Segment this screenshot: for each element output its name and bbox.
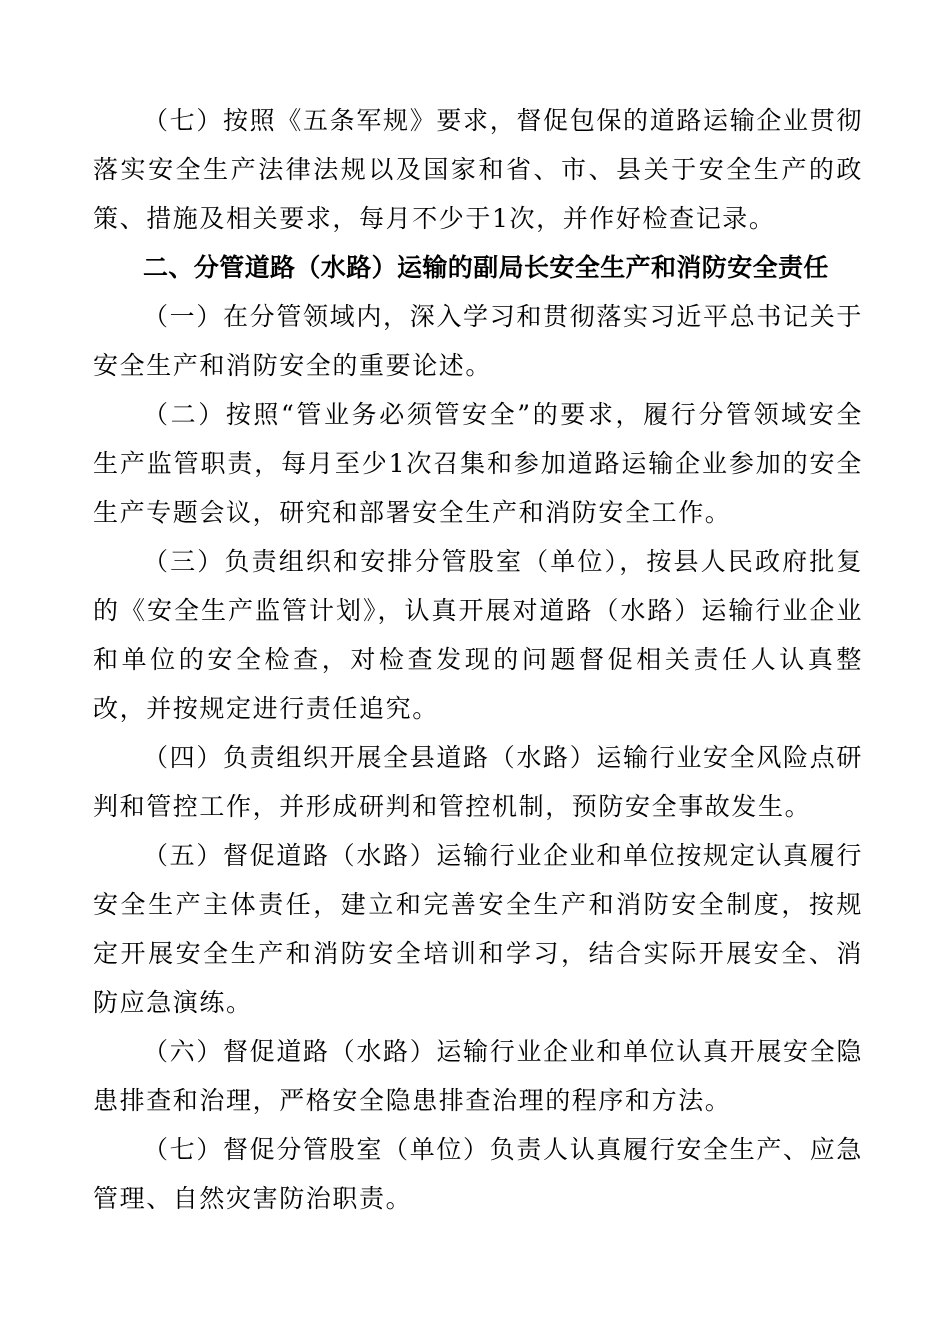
paragraph-item-5: （五）督促道路（水路）运输行业企业和单位按规定认真履行安全生产主体责任，建立和完善安全生产和消防安全制度，按规定开展安全生产和消防安全培训和学习，结合实际开展安全、消防应急演练。 <box>93 841 863 1017</box>
paragraph-item-7-inspection: （七）按照《五条军规》要求，督促包保的道路运输企业贯彻落实安全生产法律法规以及国家和省、市、县关于安全生产的政策、措施及相关要求，每月不少于1次，并作好检查记录。 <box>93 106 863 233</box>
paragraph-item-7: （七）督促分管股室（单位）负责人认真履行安全生产、应急管理、自然灾害防治职责。 <box>93 1135 863 1213</box>
paragraph-item-3: （三）负责组织和安排分管股室（单位），按县人民政府批复的《安全生产监管计划》，认真开展对道路（水路）运输行业企业和单位的安全检查，对检查发现的问题督促相关责任人认真整改，并按规定进行责任追究。 <box>93 547 863 723</box>
section-heading: 二、分管道路（水路）运输的副局长安全生产和消防安全责任 <box>143 253 829 282</box>
paragraph-item-4: （四）负责组织开展全县道路（水路）运输行业安全风险点研判和管控工作，并形成研判和管控机制，预防安全事故发生。 <box>93 743 863 821</box>
paragraph-item-1: （一）在分管领域内，深入学习和贯彻落实习近平总书记关于安全生产和消防安全的重要论述。 <box>93 302 863 380</box>
document-body <box>93 96 863 1223</box>
paragraph-item-6: （六）督促道路（水路）运输行业企业和单位认真开展安全隐患排查和治理，严格安全隐患排查治理的程序和方法。 <box>93 1037 863 1115</box>
paragraph-item-2: （二）按照“管业务必须管安全”的要求，履行分管领域安全生产监管职责，每月至少1次召集和参加道路运输企业参加的安全生产专题会议，研究和部署安全生产和消防安全工作。 <box>93 400 863 527</box>
